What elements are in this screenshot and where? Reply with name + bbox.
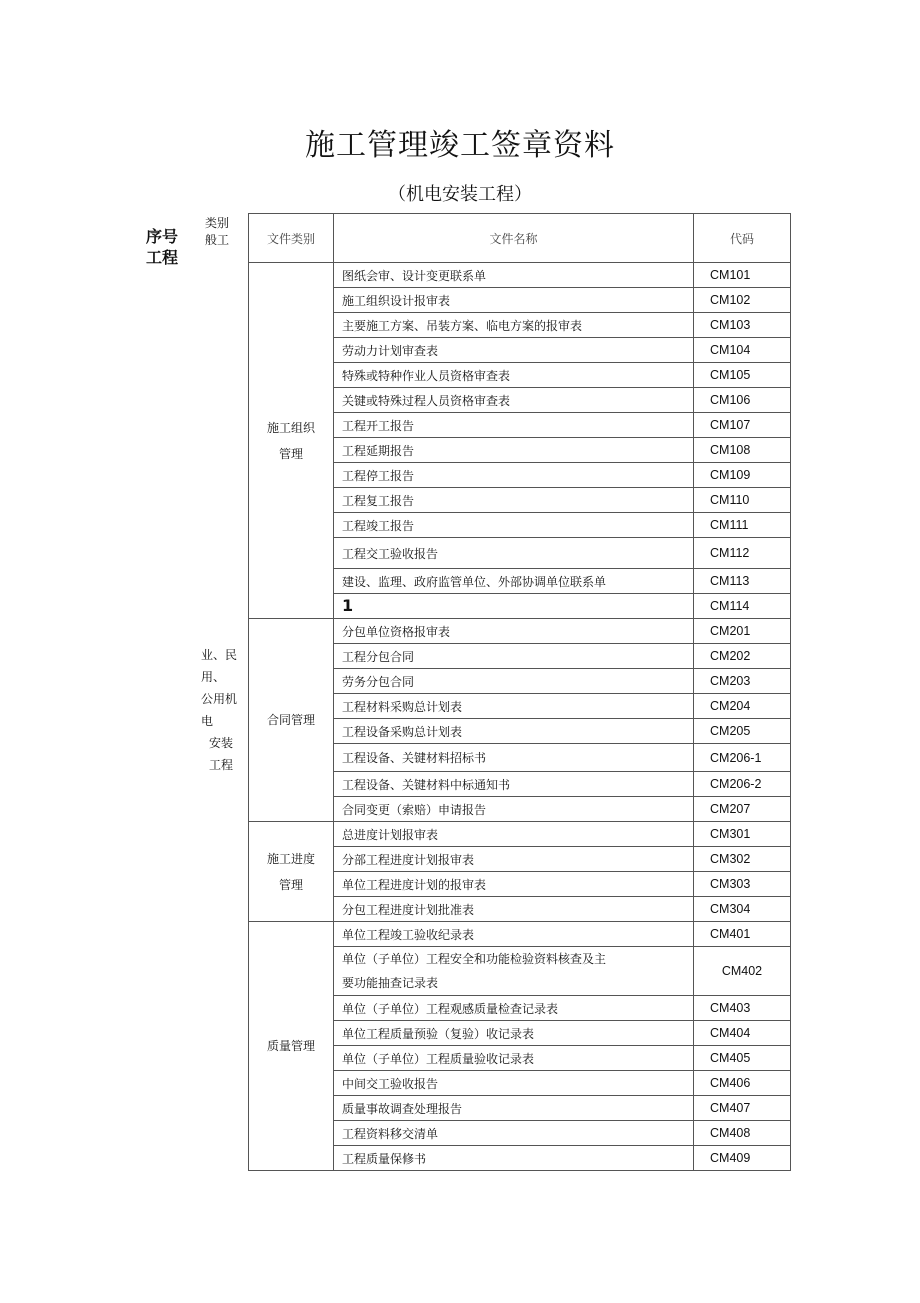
file-code: CM101 <box>694 263 791 288</box>
table-row <box>249 822 791 847</box>
category-cell: 施工进度 管理 <box>249 822 334 922</box>
category-cell: 合同管理 <box>249 619 334 822</box>
file-name: 总进度计划报审表 <box>334 822 694 847</box>
file-code: CM204 <box>694 694 791 719</box>
file-code: CM113 <box>694 569 791 594</box>
file-code: CM205 <box>694 719 791 744</box>
file-name: 工程设备采购总计划表 <box>334 719 694 744</box>
left-header-seq <box>146 226 178 268</box>
file-name: 关键或特殊过程人员资格审查表 <box>334 388 694 413</box>
file-name: 工程交工验收报告 <box>334 538 694 569</box>
document-title: 施工管理竣工签章资料 <box>305 128 615 163</box>
file-name: 工程设备、关键材料中标通知书 <box>334 772 694 797</box>
file-name: 劳动力计划审查表 <box>334 338 694 363</box>
file-code: CM108 <box>694 438 791 463</box>
project-type-note <box>201 644 245 776</box>
file-name: 施工组织设计报审表 <box>334 288 694 313</box>
file-code: CM102 <box>694 288 791 313</box>
file-name: 单位工程竣工验收纪录表 <box>334 922 694 947</box>
project-label: 工程 <box>146 248 179 267</box>
category-cell: 质量管理 <box>249 922 334 1171</box>
file-name: 单位（子单位）工程安全和功能检验资料核查及主 要功能抽查记录表 <box>334 947 694 996</box>
document-table <box>248 213 791 1171</box>
category-label: 类别 <box>205 216 230 230</box>
header-code: 代码 <box>694 214 791 263</box>
file-code: CM407 <box>694 1096 791 1121</box>
file-code: CM104 <box>694 338 791 363</box>
file-code: CM106 <box>694 388 791 413</box>
side-note-line: 安装 <box>209 736 234 750</box>
file-code: CM301 <box>694 822 791 847</box>
file-name: 中间交工验收报告 <box>334 1071 694 1096</box>
file-code: CM110 <box>694 488 791 513</box>
side-note-line: 公用机 <box>201 692 238 706</box>
file-code: CM202 <box>694 644 791 669</box>
file-name: 合同变更（索赔）申请报告 <box>334 797 694 822</box>
file-name: 工程竣工报告 <box>334 513 694 538</box>
file-code: CM207 <box>694 797 791 822</box>
file-code: CM111 <box>694 513 791 538</box>
header-file-category: 文件类别 <box>249 214 334 263</box>
file-name: 工程材料采购总计划表 <box>334 694 694 719</box>
file-code: CM203 <box>694 669 791 694</box>
table-row <box>249 922 791 947</box>
file-name: 工程资料移交清单 <box>334 1121 694 1146</box>
file-name: 工程延期报告 <box>334 438 694 463</box>
file-code: CM402 <box>694 947 791 996</box>
file-name: 工程停工报告 <box>334 463 694 488</box>
file-code: CM302 <box>694 847 791 872</box>
file-name: 图纸会审、设计变更联系单 <box>334 263 694 288</box>
file-code: CM408 <box>694 1121 791 1146</box>
file-name: 单位（子单位）工程观感质量检查记录表 <box>334 996 694 1021</box>
side-note-line: 用、 <box>201 670 226 684</box>
file-name: 特殊或特种作业人员资格审查表 <box>334 363 694 388</box>
file-name: 工程复工报告 <box>334 488 694 513</box>
file-name: 分包单位资格报审表 <box>334 619 694 644</box>
file-name: 工程质量保修书 <box>334 1146 694 1171</box>
file-name: 单位工程进度计划的报审表 <box>334 872 694 897</box>
header-file-name: 文件名称 <box>334 214 694 263</box>
file-name: 工程设备、关键材料招标书 <box>334 744 694 772</box>
file-name: 工程分包合同 <box>334 644 694 669</box>
table-row <box>249 619 791 644</box>
file-code: CM201 <box>694 619 791 644</box>
file-code: CM405 <box>694 1046 791 1071</box>
file-code: CM206-1 <box>694 744 791 772</box>
general-label: 般工 <box>205 233 230 247</box>
file-name: 单位工程质量预验（复验）收记录表 <box>334 1021 694 1046</box>
file-name: 质量事故调查处理报告 <box>334 1096 694 1121</box>
file-name <box>334 594 694 619</box>
file-code: CM304 <box>694 897 791 922</box>
file-name: 劳务分包合同 <box>334 669 694 694</box>
file-code: CM403 <box>694 996 791 1021</box>
file-name: 单位（子单位）工程质量验收记录表 <box>334 1046 694 1071</box>
file-code: CM107 <box>694 413 791 438</box>
file-code: CM406 <box>694 1071 791 1096</box>
stray-mark: 1 <box>342 596 354 615</box>
document-subtitle: （机电安装工程） <box>388 184 532 205</box>
file-code: CM401 <box>694 922 791 947</box>
left-header-category <box>205 215 229 249</box>
side-note-line: 工程 <box>209 758 234 772</box>
file-name: 工程开工报告 <box>334 413 694 438</box>
file-code: CM303 <box>694 872 791 897</box>
file-code: CM114 <box>694 594 791 619</box>
file-code: CM206-2 <box>694 772 791 797</box>
file-code: CM404 <box>694 1021 791 1046</box>
category-cell: 施工组织 管理 <box>249 263 334 619</box>
seq-label: 序号 <box>146 227 179 246</box>
file-code: CM109 <box>694 463 791 488</box>
file-name: 分包工程进度计划批准表 <box>334 897 694 922</box>
side-note-line: 电 <box>201 714 214 728</box>
file-code: CM103 <box>694 313 791 338</box>
file-code: CM112 <box>694 538 791 569</box>
side-note-line: 业、民 <box>201 648 238 662</box>
file-name: 分部工程进度计划报审表 <box>334 847 694 872</box>
file-name: 建设、监理、政府监管单位、外部协调单位联系单 <box>334 569 694 594</box>
file-code: CM409 <box>694 1146 791 1171</box>
file-name: 主要施工方案、吊装方案、临电方案的报审表 <box>334 313 694 338</box>
table-header-row <box>249 214 791 263</box>
file-code: CM105 <box>694 363 791 388</box>
table-row <box>249 263 791 288</box>
